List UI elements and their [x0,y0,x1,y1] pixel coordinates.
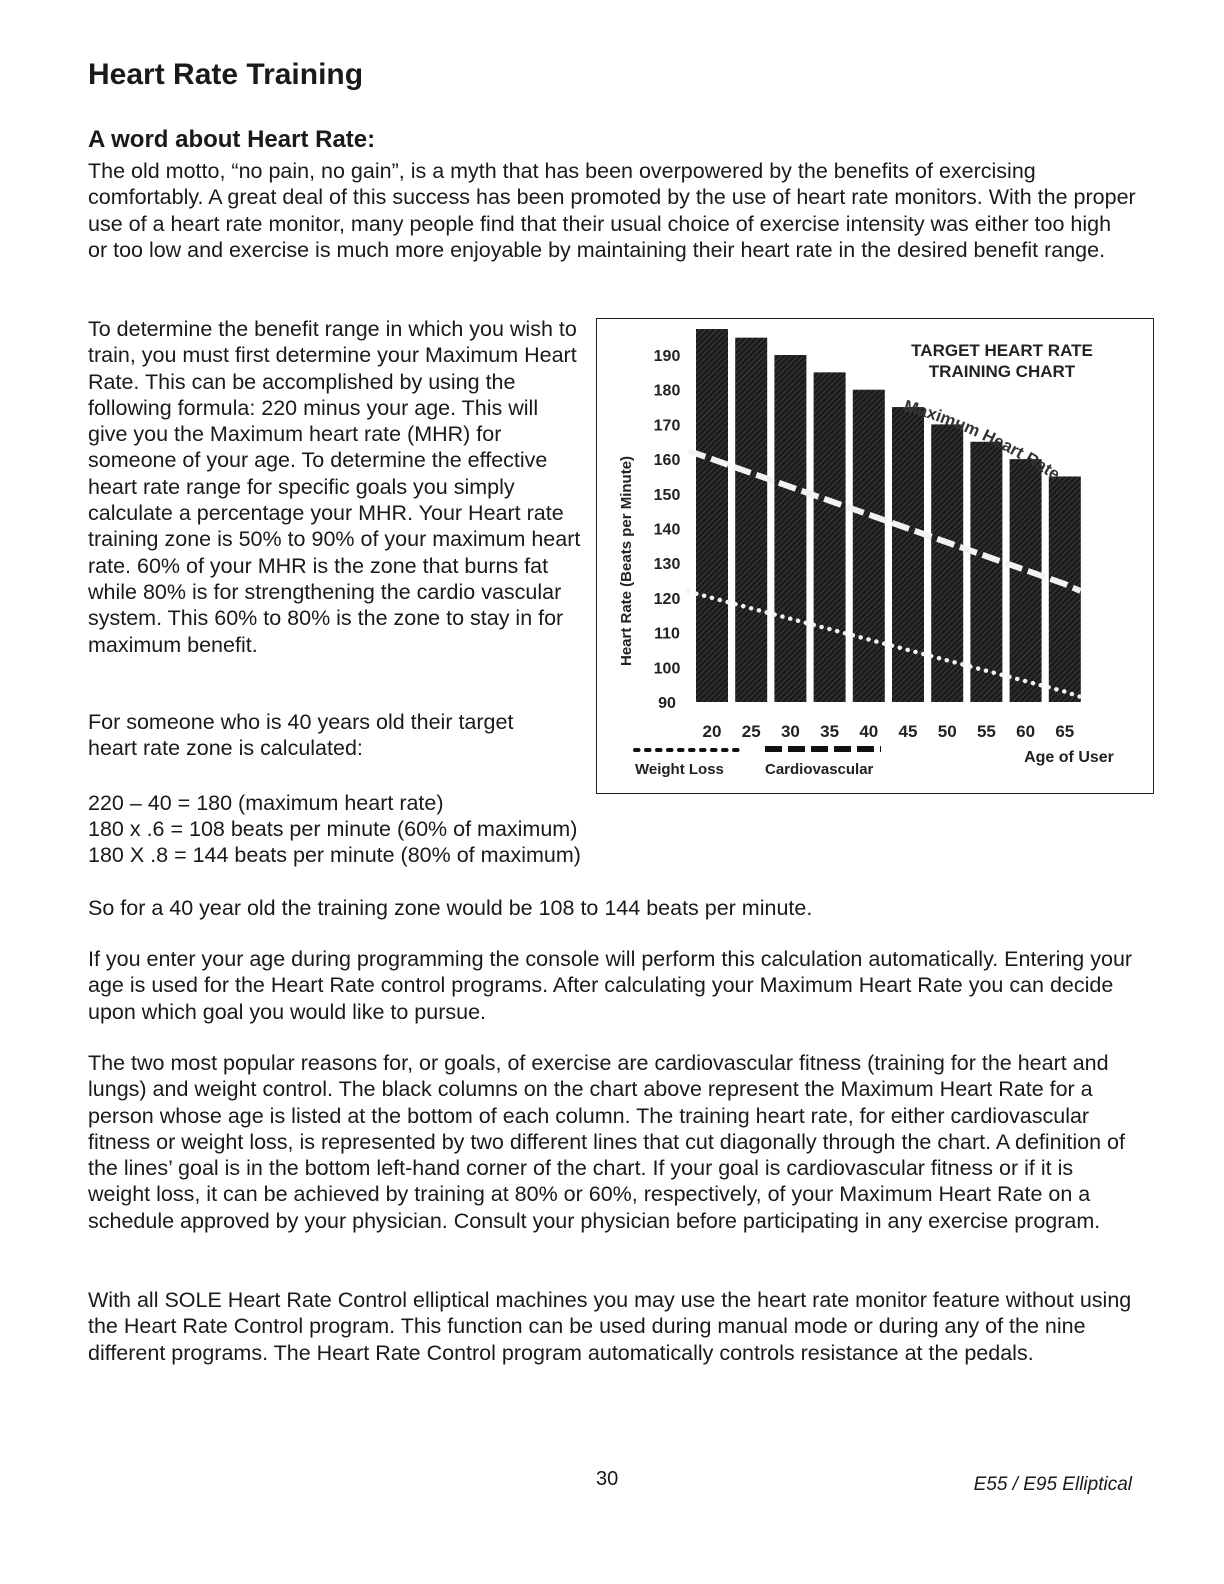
x-tick-label: 40 [859,722,879,741]
calculation-max: 220 – 40 = 180 (maximum heart rate) [88,791,444,815]
model-name: E55 / E95 Elliptical [973,1474,1132,1495]
bar-age-45 [892,407,924,702]
y-tick-label: 170 [653,417,681,435]
y-tick-label: 160 [653,452,681,470]
programming-paragraph: If you enter your age during programming the console will perform this calculation automatically. Entering your age is used for the Heart Rate control programs. After calculating your Maximum Heart Rate you can decide upon which goal you would like to pursue. [88,947,1133,1024]
chart-title: TARGET HEART RATE TRAINING CHART [911,341,1093,381]
x-tick-label: 35 [820,722,840,741]
intro-paragraph: The old motto, “no pain, no gain”, is a myth that has been overpowered by the benefits of exercising comfortably. A great deal of this success has been promoted by the use of heart rate monitors. With the proper use of a heart rate monitor, many people find that their usual choice of exercise intensity was either too high or too low and exercise is much more enjoyable by maintaining their heart rate in the desired benefit range. [88,159,1136,262]
legend-cardiovascular-label: Cardiovascular [765,761,874,778]
chart-canvas [597,319,1153,793]
bar-age-55 [970,442,1002,702]
bar-age-20 [696,329,728,702]
benefit-range-paragraph: To determine the benefit range in which you wish to train, you must first determine your Maximum Heart Rate. This can be accomplished by using the following formula: 220 minus your age. This will give you the Maximum heart rate (MHR) for someone of your age. To determine the effective heart rate range for specific goals you simply calculate a percentage your MHR. Your Heart rate training zone is 50% to 90% of your maximum heart rate. 60% of your MHR is the zone that burns fat while 80% is for strengthening the cardio vascular system. This 60% to 80% is the zone to stay in for maximum benefit. [88,317,581,657]
section-heading: A word about Heart Rate: [88,126,376,153]
target-heart-rate-chart [596,318,1154,794]
bar-age-35 [814,372,846,702]
bar-age-30 [774,355,806,702]
x-tick-label: 20 [702,722,722,741]
x-tick-label: 25 [741,722,761,741]
bar-age-60 [1010,459,1042,702]
x-tick-label: 60 [1016,722,1036,741]
legend-weight-loss-label: Weight Loss [635,761,724,778]
y-tick-label: 120 [653,590,681,608]
goals-paragraph: The two most popular reasons for, or goals, of exercise are cardiovascular fitness (training for the heart and lungs) and weight control. The black columns on the chart above represent the Maximum Heart Rate for a person whose age is listed at the bottom of each column. The training heart rate, for either cardiovascular fitness or weight loss, is represented by two different lines that cut diagonally through the chart. A definition of the lines’ goal is in the bottom left-hand corner of the chart. If your goal is cardiovascular fitness or if it is weight loss, it can be achieved by training at 80% or 60%, respectively, of your Maximum Heart Rate on a schedule approved by your physician. Consult your physician before participating in any exercise program. [88,1051,1125,1233]
zone-summary-paragraph: So for a 40 year old the training zone would be 108 to 144 beats per minute. [88,896,813,920]
sole-paragraph: With all SOLE Heart Rate Control elliptical machines you may use the heart rate monitor feature without using the Heart Rate Control program. This function can be used during manual mode or during any of the nine different programs. The Heart Rate Control program automatically controls resistance at the pedals. [88,1288,1132,1365]
x-tick-label: 55 [976,722,996,741]
calculation-60: 180 x .6 = 108 beats per minute (60% of maximum) [88,817,578,841]
x-tick-label: 65 [1055,722,1075,741]
x-tick-label: 30 [780,722,800,741]
y-tick-label: 140 [653,521,681,539]
y-tick-label: 180 [653,382,681,400]
example-intro-paragraph: For someone who is 40 years old their target heart rate zone is calculated: [88,710,514,761]
y-tick-label: 150 [653,486,681,504]
page-number: 30 [596,1468,619,1490]
y-tick-label: 90 [658,695,676,712]
x-tick-label: 50 [937,722,957,741]
y-tick-label: 130 [653,556,681,574]
x-axis-label: Age of User [1024,749,1114,766]
y-tick-label: 110 [654,625,680,643]
bar-age-25 [735,338,767,702]
legend [635,749,881,778]
calculation-80: 180 X .8 = 144 beats per minute (80% of maximum) [88,843,581,867]
x-tick-label: 45 [898,722,918,741]
y-tick-label: 100 [653,660,681,678]
max-heart-rate-annotation: Maximum Heart Rate [901,396,1064,484]
y-axis-label: Heart Rate (Beats per Minute) [618,455,635,667]
y-tick-label: 190 [653,348,681,365]
page-title: Heart Rate Training [88,58,364,91]
bar-age-40 [853,390,885,702]
